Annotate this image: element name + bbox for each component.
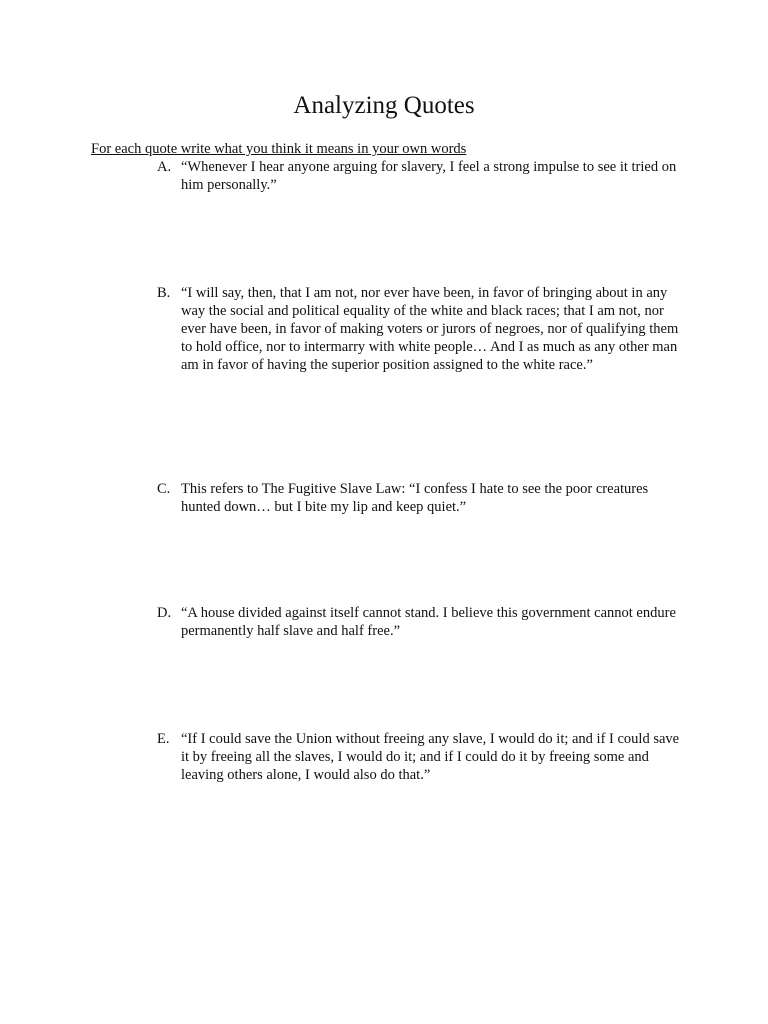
quote-letter: D. (157, 605, 172, 621)
quote-letter: C. (157, 481, 171, 497)
quote-text: “I will say, then, that I am not, nor ever have been, in favor of bringing about in any way the social and political equality of the white and black races; that I am not, nor ever have been, in favor of making voters or jurors of negroes, nor of qualifying them to hold office, nor to intermarry with white people… And I as much as any other man am in favor of having the superior position assigned to the white race.” (181, 285, 679, 373)
quote-item-a (157, 158, 682, 194)
quote-letter: E. (157, 731, 170, 747)
quote-text: This refers to The Fugitive Slave Law: “I confess I hate to see the poor creatures hunted down… but I bite my lip and keep quiet.” (181, 481, 649, 515)
quote-item-d (157, 604, 682, 640)
quote-text: “Whenever I hear anyone arguing for slavery, I feel a strong impulse to see it tried on him personally.” (181, 159, 677, 193)
quote-letter: A. (157, 159, 172, 175)
page-title: Analyzing Quotes (293, 92, 475, 119)
quote-item-c (157, 480, 682, 516)
instructions: For each quote write what you think it means in your own words (91, 141, 467, 157)
quote-item-b (157, 284, 682, 374)
quote-text: “A house divided against itself cannot stand. I believe this government cannot endure permanently half slave and half free.” (181, 605, 676, 639)
quote-letter: B. (157, 285, 171, 301)
quote-item-e (157, 730, 682, 784)
quote-text: “If I could save the Union without freeing any slave, I would do it; and if I could save it by freeing all the slaves, I would do it; and if I could do it by freeing some and leaving others alone, I would also do that.” (181, 731, 680, 783)
